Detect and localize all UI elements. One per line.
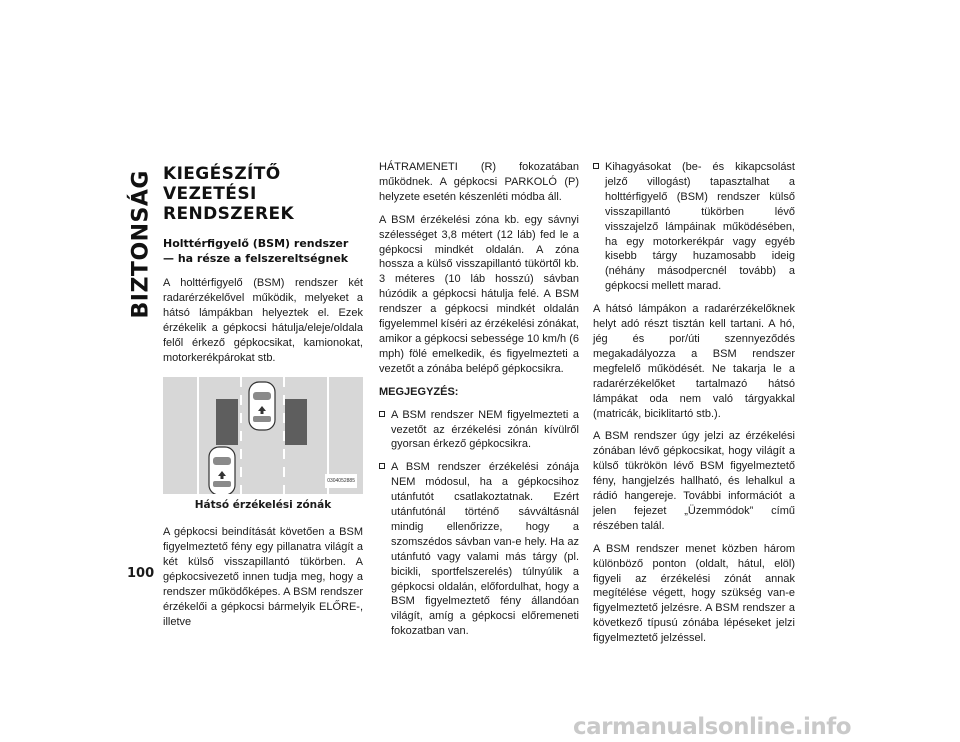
paragraph: A BSM érzékelési zóna kb. egy sávnyi szélességet 3,8 métert (12 láb) fed le a gépkocsi mindkét oldalán. A zóna hossza a külső visszapillantó tükörtől kb. 3 méteres (10 láb hosszú) sávban húzódik a gépkocsi hátulja felé. A BSM rendszer a gépkocsi mindkét oldalán figyelemmel kíséri az érzékelési zónákat, amikor a gépkocsi sebessége 10 km/h (6 mph) fölé emelkedik, és figyelmezteti a vezetőt a zónába belépő gépkocsikra. bbox=[379, 213, 579, 375]
checkbox-bullet-icon bbox=[379, 411, 385, 417]
paragraph: A gépkocsi beindítását követően a BSM figyelmeztető fény egy pillanatra világít a két külső visszapillantó tükörben. A gépkocsivezető innen tudja meg, hogy a rendszer működőképes. A BSM rendszer érzékelői a gépkocsi bármelyik ELŐRE-, illetve bbox=[163, 526, 363, 628]
checkbox-bullet-icon bbox=[593, 163, 599, 169]
car-icon bbox=[209, 447, 235, 494]
paragraph: A hátsó lámpákon a radarérzékelőknek helyt adó részt tisztán kell tartani. A hó, jég és por/úti szennyeződés megakadályozza a BSM rendszer megfelelő működését. Ne takarja le a radarérzékelőket tartalmazó hátsó lámpákat oda nem való tárgyakkal (matricák, biciklitartó stb.). bbox=[593, 303, 795, 420]
paragraph: A holttérfigyelő (BSM) rendszer két radarérzékelővel működik, melyeket a hátsó lámpákban helyeztek el. Ezek érzékelik a gépkocsi hátulja/eleje/oldala felől érkező gépkocsikat, kamionokat, motorkerékpárokat stb. bbox=[163, 277, 363, 364]
bullet-text: Kihagyásokat (be- és kikapcsolást jelző villogást) tapasztalhat a holttérfigyelő (BSM) rendszer külső visszapillantó tükörben lévő visszajelző lámpáinak működésében, ha egy motorkerékpár vagy egyéb kisebb tárgy huzamosabb ideig (néhány másodpercnél tovább) a gépkocsi mellett marad. bbox=[605, 161, 795, 293]
page-number: 100 bbox=[127, 566, 155, 581]
note-bullet bbox=[379, 408, 579, 453]
note-bullet bbox=[379, 460, 579, 639]
figure-code: 0304052885 bbox=[325, 474, 357, 489]
paragraph: A BSM rendszer úgy jelzi az érzékelési zónában lévő gépkocsikat, hogy világít a külső tükrökön lévő BSM figyelmeztető fény, hangjelzés hallható, és lehalkul a rádió hangereje. További információt a jelen fejezet „Üzemmódok” című részében talál. bbox=[593, 430, 795, 532]
column-3 bbox=[593, 160, 795, 654]
column-2 bbox=[379, 160, 579, 647]
figure-caption: Hátsó érzékelési zónák bbox=[194, 499, 332, 512]
section-heading: KIEGÉSZÍTŐ VEZETÉSI RENDSZEREK bbox=[163, 164, 295, 224]
section-side-tab bbox=[124, 170, 158, 550]
watermark: carmanualsonline.info bbox=[573, 714, 852, 740]
car-icon bbox=[249, 382, 275, 430]
bullet-text: A BSM rendszer NEM figyelmezteti a vezetőt az érzékelési zónán kívülről gyorsan érkező gépkocsikra. bbox=[391, 408, 579, 451]
checkbox-bullet-icon bbox=[379, 463, 385, 469]
rear-detection-zones-figure bbox=[163, 377, 363, 494]
subsection-heading: Holttérfigyelő (BSM) rendszer — ha része a felszereltségnek bbox=[163, 237, 349, 265]
bullet-text: A BSM rendszer érzékelési zónája NEM módosul, ha a gépkocsihoz utánfutót csatlakoztatnak. Ezért utánfutónál történő sávváltásnál mindig ellenőrizze, hogy a szomszédos sávban van-e hely. Ha az utánfutó vagy valami más tárgy (pl. bicikli, sportfelszerelés) túlnyúlik a gépkocsi oldalán, előfordulhat, hogy a BSM figyelmeztető fény állandóan világít, amíg a gépkocsi előremeneti fokozatban van. bbox=[391, 461, 579, 638]
note-bullet bbox=[593, 160, 795, 294]
section-title-vertical: BIZTONSÁG bbox=[128, 170, 154, 319]
paragraph: A BSM rendszer menet közben három különböző ponton (oldalt, hátul, elöl) figyeli az érzékelési zónát annak megítélése végett, hogy szükség van-e figyelmeztető jelzésre. A BSM rendszer a következő típusú zónába lépéseket jelzi figyelmeztető jelzéssel. bbox=[593, 542, 795, 645]
note-heading: MEGJEGYZÉS: bbox=[379, 385, 459, 398]
column-1 bbox=[163, 160, 363, 638]
paragraph: HÁTRAMENETI (R) fokozatában működnek. A gépkocsi PARKOLÓ (P) helyzete esetén készenléti módba áll. bbox=[379, 161, 579, 203]
